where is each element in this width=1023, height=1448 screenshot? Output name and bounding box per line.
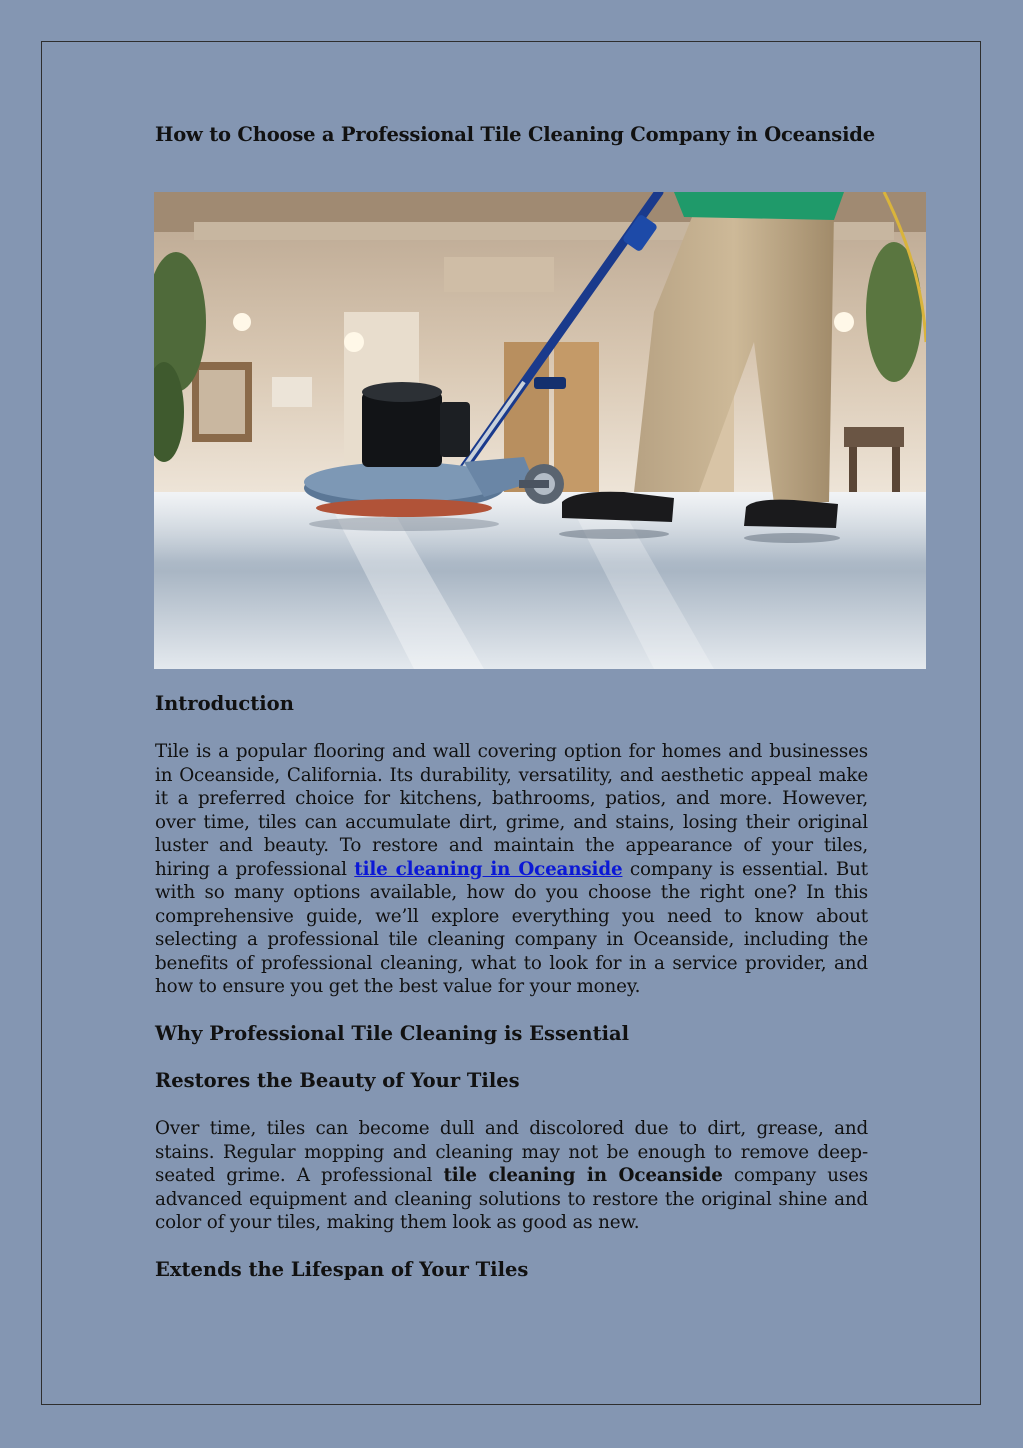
restores-beauty-text-part1: Over time, tiles can become dull and discolored due to dirt, grease, and stains. Regular mopping and cleaning may not be enough to remove deep-seated grime. A professional: [155, 1118, 868, 1186]
tile-cleaning-bold-phrase: tile cleaning in Oceanside: [443, 1165, 723, 1186]
restores-beauty-heading: Restores the Beauty of Your Tiles: [155, 1069, 520, 1092]
extends-lifespan-heading: Extends the Lifespan of Your Tiles: [155, 1258, 529, 1281]
floor-scrubber-photo: [154, 192, 926, 669]
introduction-text-part2: company is essential. But with so many options available, how do you choose the right one? In this comprehensive guide, we’ll explore everything you need to know about selecting a professional tile cleaning company in Oceanside, including the benefits of professional cleaning, what to look for in a service provider, and how to ensure you get the best value for your money.: [155, 858, 869, 997]
restores-beauty-paragraph: [155, 1117, 868, 1235]
document-title: How to Choose a Professional Tile Cleaning Company in Oceanside: [155, 123, 875, 146]
introduction-paragraph: [155, 740, 868, 999]
introduction-text-part1: Tile is a popular flooring and wall covering option for homes and businesses in Oceanside, California. Its durability, versatility, and aesthetic appeal make it a preferred choice for kitchens, bathrooms, patios, and more. However, over time, tiles can accumulate dirt, grime, and stains, losing their original luster and beauty. To restore and maintain the appearance of your tiles, hiring a professional: [155, 741, 868, 880]
why-essential-heading: Why Professional Tile Cleaning is Essential: [155, 1022, 630, 1045]
restores-beauty-text-part2: company uses advanced equipment and cleaning solutions to restore the original shine and color of your tiles, making them look as good as new.: [155, 1165, 868, 1233]
introduction-heading: Introduction: [155, 692, 294, 715]
tile-cleaning-link[interactable]: tile cleaning in Oceanside: [354, 858, 623, 880]
